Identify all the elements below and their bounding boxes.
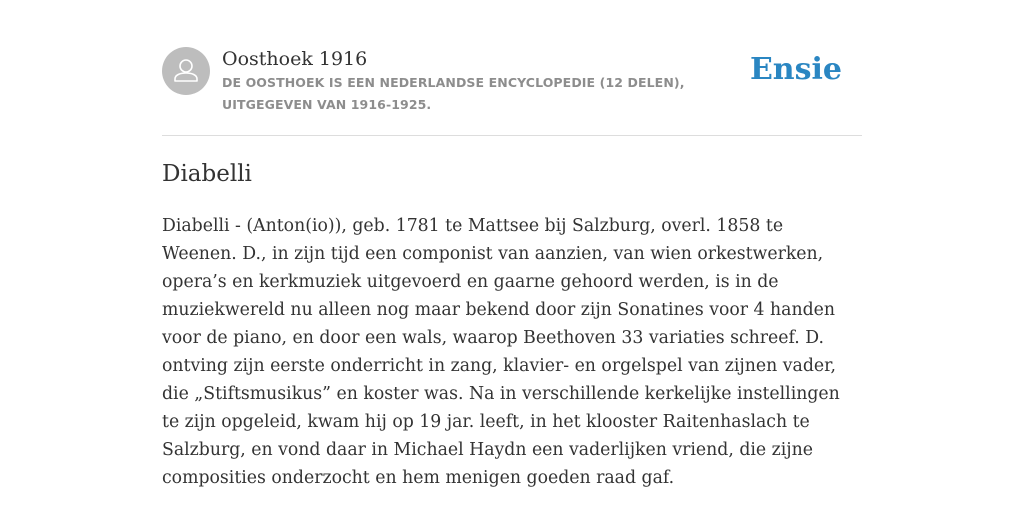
article-title: Diabelli — [162, 161, 252, 187]
ensie-logo[interactable]: Ensie — [749, 52, 842, 87]
source-name[interactable]: Oosthoek 1916 — [222, 48, 368, 70]
source-header — [162, 44, 862, 136]
source-avatar[interactable] — [162, 47, 210, 95]
article-body: Diabelli - (Anton(io)), geb. 1781 te Mattsee bij Salzburg, overl. 1858 te Weenen. D., in zijn tijd een componist van aanzien, van wien orkestwerken, opera’s en kerkmuziek uitgevoerd en gaarne gehoord werden, is in de muziekwereld nu alleen nog maar bekend door zijn Sonatines voor 4 handen voor de piano, en door een wals, waarop Beethoven 33 variaties schreef. D. ontving zijn eerste onderricht in zang, klavier- en orgelspel van zijnen vader, die „Stiftsmusikus” en koster was. Na in verschillende kerkelijke instellingen te zijn opgeleid, kwam hij op 19 jar. leeft, in het klooster Raitenhaslach te Salzburg, en vond daar in Michael Haydn een vaderlijken vriend, die zijne composities onderzocht en hem menigen goeden raad gaf. — [162, 216, 840, 488]
user-icon — [162, 47, 210, 95]
source-description: DE OOSTHOEK IS EEN NEDERLANDSE ENCYCLOPEDIE (12 DELEN), UITGEGEVEN VAN 1916-1925. — [222, 75, 685, 112]
